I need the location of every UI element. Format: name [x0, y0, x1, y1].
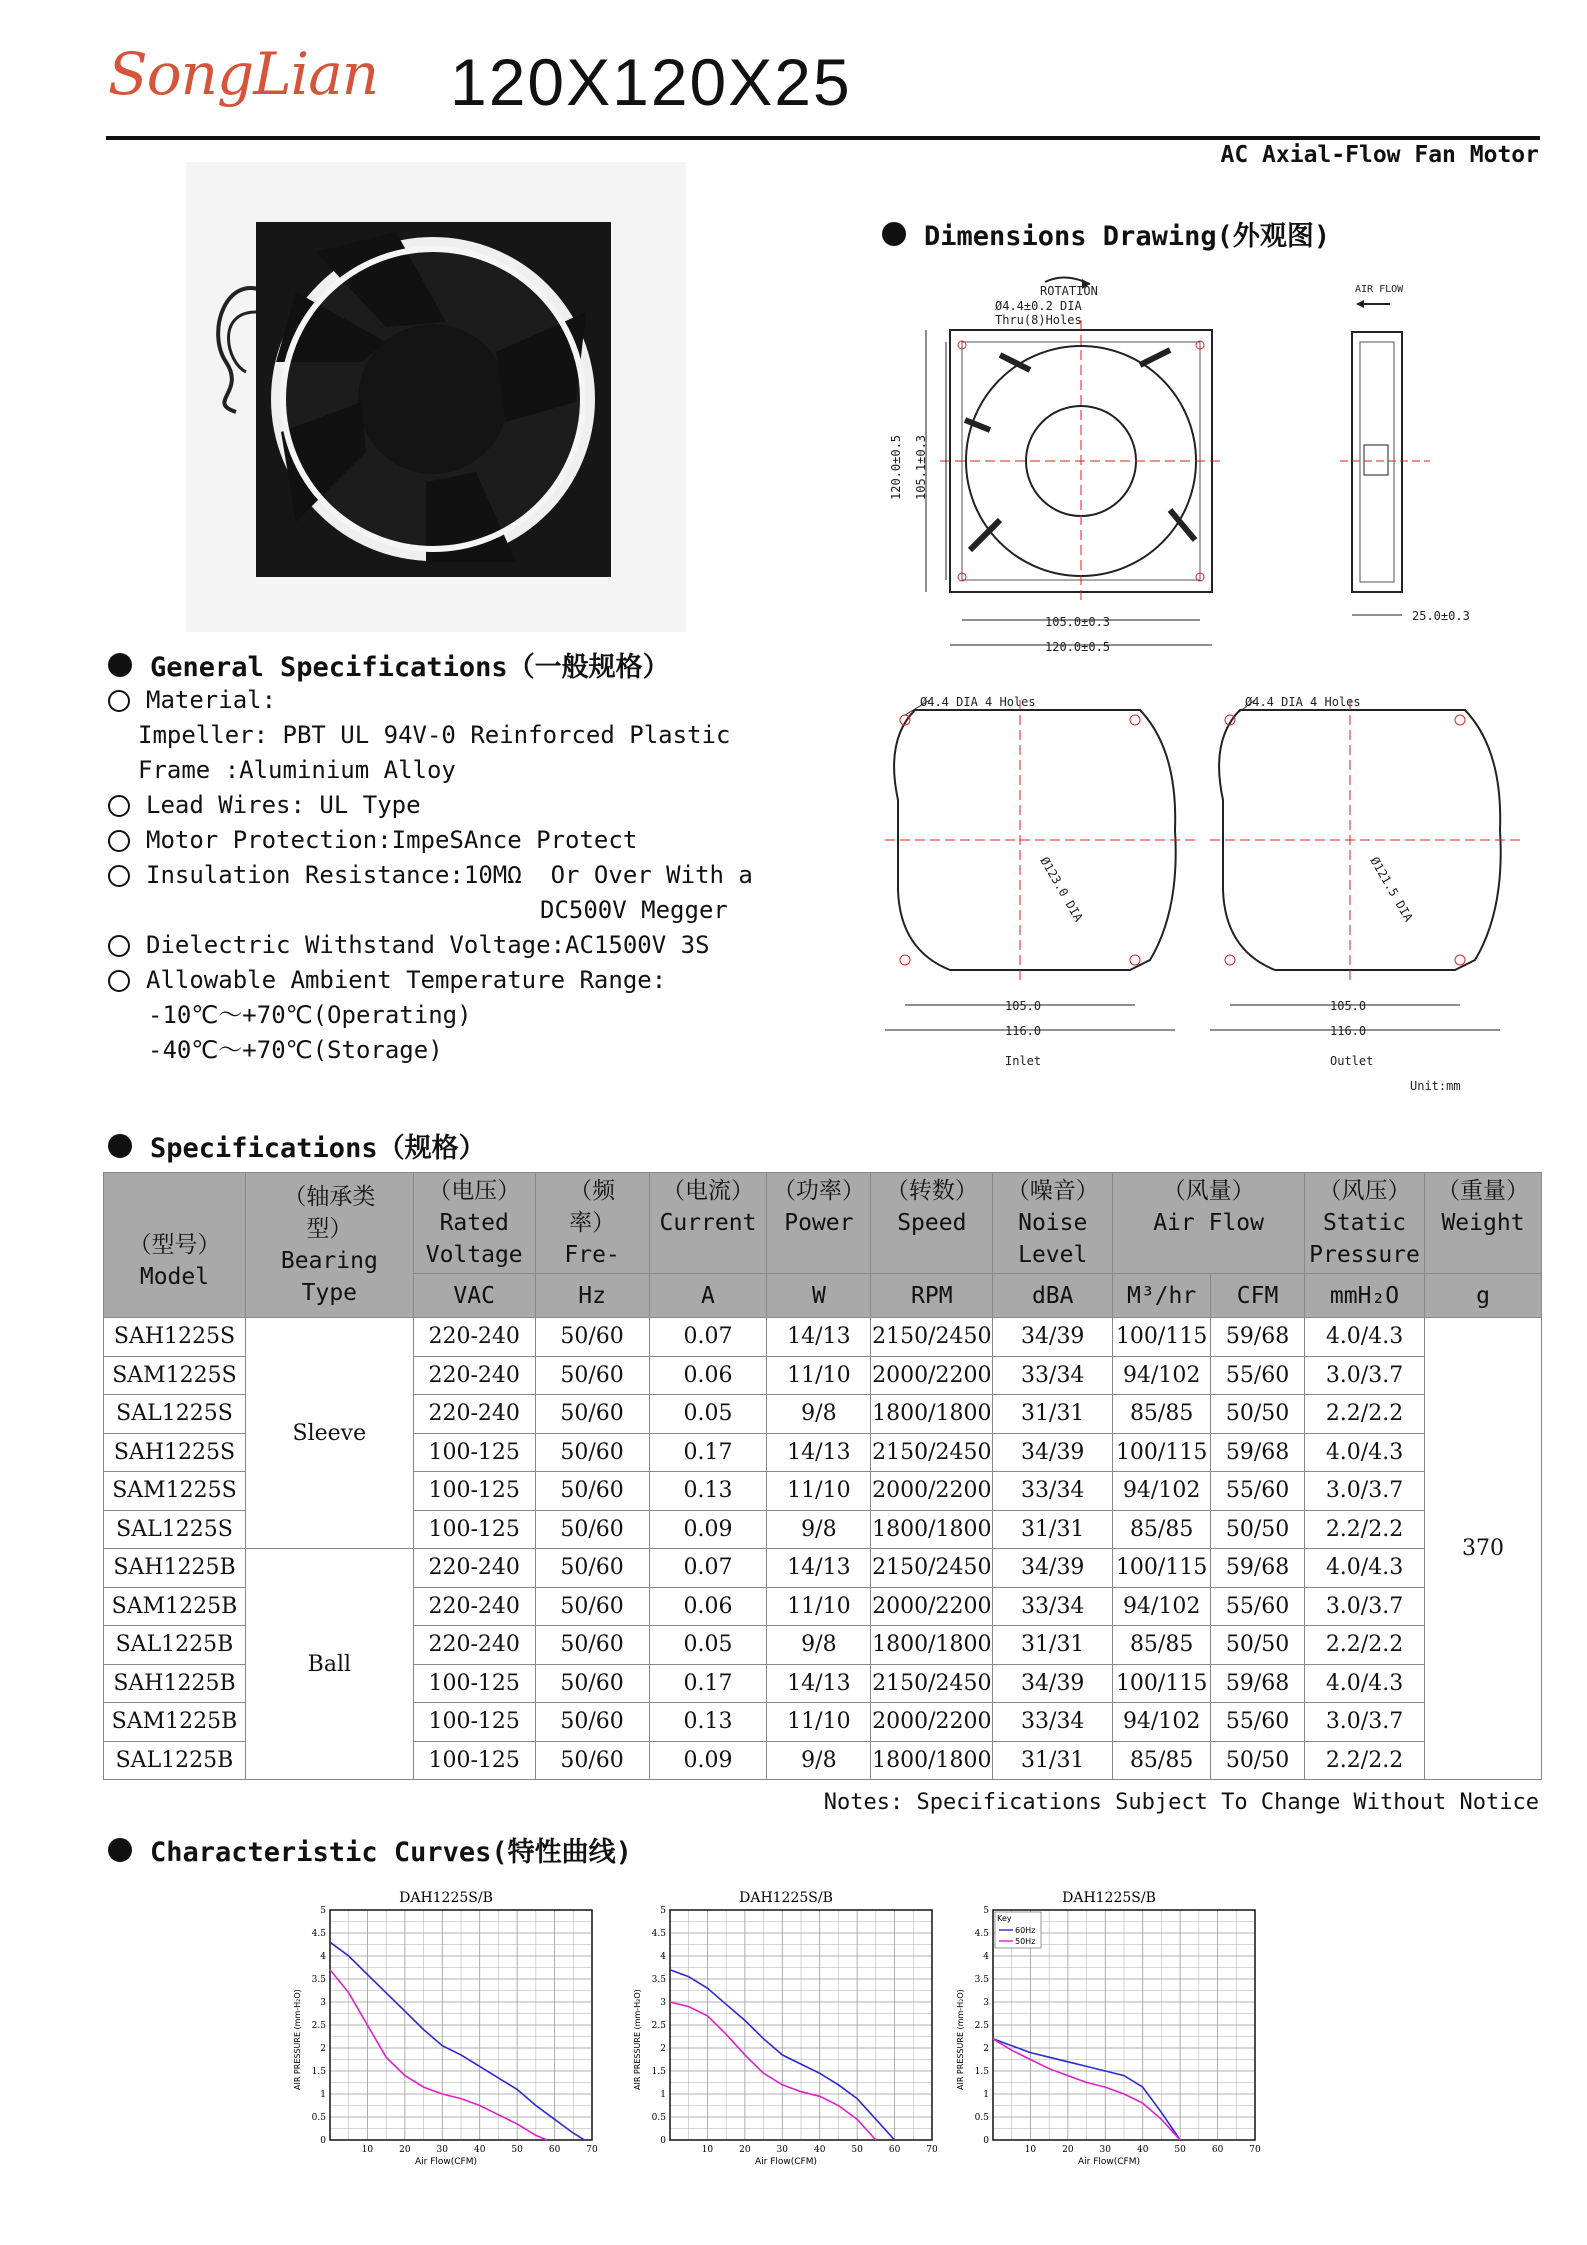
characteristic-curves — [290, 1880, 1310, 2180]
x-tick-label: 20 — [739, 2145, 751, 2155]
x-tick-label: 50 — [851, 2145, 863, 2155]
cell-current: 0.13 — [649, 1703, 767, 1742]
cell-voltage: 100-125 — [413, 1433, 535, 1472]
dimensions-heading: Dimensions Drawing(外观图) — [882, 214, 1330, 253]
product-subtitle: AC Axial-Flow Fan Motor — [1220, 142, 1539, 168]
bullet-icon — [108, 653, 132, 677]
series-line-60hz — [330, 1942, 585, 2140]
cell-power: 9/8 — [767, 1741, 871, 1780]
cell-noise: 33/34 — [993, 1356, 1113, 1395]
dimensions-drawing — [870, 270, 1540, 1110]
cell-power: 14/13 — [767, 1664, 871, 1703]
y-tick-label: 0.5 — [974, 2113, 989, 2123]
y-tick-label: 2.5 — [651, 2021, 666, 2031]
cell-airflow-cfm: 55/60 — [1211, 1356, 1305, 1395]
y-tick-label: 4 — [983, 1952, 989, 1962]
cell-airflow-cfm: 55/60 — [1211, 1587, 1305, 1626]
air-flow-label: AIR FLOW — [1355, 284, 1404, 295]
cell-frequency: 50/60 — [535, 1587, 649, 1626]
spec-frame: Frame :Aluminium Alloy — [138, 756, 456, 784]
header-bearing: （轴承类 型） Bearing Type — [245, 1173, 413, 1318]
cell-noise: 31/31 — [993, 1395, 1113, 1434]
cell-bearing: Sleeve — [245, 1318, 413, 1549]
cell-current: 0.05 — [649, 1626, 767, 1665]
cell-current: 0.06 — [649, 1356, 767, 1395]
cell-frequency: 50/60 — [535, 1664, 649, 1703]
header-weight: （重量） Weight — [1425, 1173, 1542, 1274]
cell-airflow-m3: 94/102 — [1113, 1587, 1211, 1626]
cell-frequency: 50/60 — [535, 1626, 649, 1665]
header-pressure: （风压） Static Pressure — [1305, 1173, 1425, 1274]
y-tick-label: 1.5 — [311, 2067, 326, 2077]
spec-material: Material: — [108, 683, 753, 718]
cell-bearing: Ball — [245, 1549, 413, 1780]
cell-speed: 1800/1800 — [871, 1626, 993, 1665]
spec-impeller: Impeller: PBT UL 94V-0 Reinforced Plastic — [138, 721, 731, 749]
x-tick-label: 50 — [511, 2145, 523, 2155]
circle-bullet-icon — [108, 830, 130, 852]
dim-120-h: 120.0±0.5 — [1045, 640, 1111, 654]
unit-label: Unit:mm — [1410, 1079, 1461, 1093]
cell-speed: 2000/2200 — [871, 1356, 993, 1395]
cell-airflow-cfm: 59/68 — [1211, 1664, 1305, 1703]
spec-operating: -10℃～+70℃(Operating) — [148, 1001, 472, 1029]
y-tick-label: 1.5 — [974, 2067, 989, 2077]
outlet-diameter: Ø121.5 DIA — [1367, 854, 1416, 925]
x-tick-label: 20 — [399, 2145, 411, 2155]
cell-model: SAM1225B — [104, 1587, 246, 1626]
cell-model: SAL1225B — [104, 1741, 246, 1780]
y-axis-label: AIR PRESSURE (mm-H₂O) — [956, 1989, 965, 2090]
cell-weight: 370 — [1425, 1318, 1542, 1780]
cell-airflow-cfm: 55/60 — [1211, 1472, 1305, 1511]
x-tick-label: 20 — [1062, 2145, 1074, 2155]
cell-frequency: 50/60 — [535, 1318, 649, 1357]
y-tick-label: 3 — [320, 1998, 326, 2008]
hole-note-1: Ø4.4±0.2 DIA — [995, 299, 1082, 313]
cell-pressure: 4.0/4.3 — [1305, 1549, 1425, 1588]
unit-w: W — [767, 1274, 871, 1318]
outlet-view — [1210, 695, 1520, 1093]
bullet-icon — [882, 222, 906, 246]
cell-noise: 33/34 — [993, 1703, 1113, 1742]
x-axis-label: Air Flow(CFM) — [755, 2157, 818, 2167]
chart-title: DAH1225S/B — [399, 1890, 493, 1906]
cell-current: 0.06 — [649, 1587, 767, 1626]
circle-bullet-icon — [108, 970, 130, 992]
x-tick-label: 70 — [926, 2145, 938, 2155]
cell-speed: 2000/2200 — [871, 1703, 993, 1742]
header-voltage: （电压） Rated Voltage — [413, 1173, 535, 1274]
cell-current: 0.07 — [649, 1549, 767, 1588]
cell-frequency: 50/60 — [535, 1395, 649, 1434]
unit-a: A — [649, 1274, 767, 1318]
y-tick-label: 3.5 — [974, 1975, 989, 1985]
y-tick-label: 4 — [660, 1952, 666, 1962]
header-airflow: （风量） Air Flow — [1113, 1173, 1305, 1274]
notes: Notes: Specifications Subject To Change Without Notice — [823, 1790, 1539, 1815]
cell-frequency: 50/60 — [535, 1472, 649, 1511]
x-tick-label: 40 — [813, 2145, 826, 2155]
cell-speed: 2000/2200 — [871, 1587, 993, 1626]
y-tick-label: 4.5 — [311, 1929, 326, 1939]
curves-heading: Characteristic Curves(特性曲线) — [108, 1830, 632, 1869]
x-tick-label: 10 — [361, 2145, 374, 2155]
cell-power: 11/10 — [767, 1356, 871, 1395]
cell-noise: 34/39 — [993, 1549, 1113, 1588]
dim-25: 25.0±0.3 — [1412, 609, 1470, 623]
x-tick-label: 10 — [1024, 2145, 1037, 2155]
y-tick-label: 0 — [983, 2136, 989, 2146]
cell-noise: 34/39 — [993, 1664, 1113, 1703]
y-tick-label: 2.5 — [311, 2021, 326, 2031]
cell-speed: 2000/2200 — [871, 1472, 993, 1511]
y-tick-label: 2 — [660, 2044, 666, 2054]
chart-title: DAH1225S/B — [739, 1890, 833, 1906]
outlet-116: 116.0 — [1330, 1024, 1367, 1038]
cell-pressure: 3.0/3.7 — [1305, 1587, 1425, 1626]
outlet-105: 105.0 — [1330, 999, 1367, 1013]
x-tick-label: 70 — [1249, 2145, 1261, 2155]
cell-airflow-cfm: 59/68 — [1211, 1318, 1305, 1357]
x-tick-label: 30 — [776, 2145, 789, 2155]
cell-speed: 2150/2450 — [871, 1664, 993, 1703]
x-tick-label: 40 — [473, 2145, 486, 2155]
bullet-icon — [108, 1134, 132, 1158]
y-tick-label: 3.5 — [651, 1975, 666, 1985]
cell-pressure: 2.2/2.2 — [1305, 1510, 1425, 1549]
spec-lead-wires: Lead Wires: UL Type — [108, 788, 753, 823]
y-tick-label: 0.5 — [311, 2113, 326, 2123]
cell-airflow-m3: 100/115 — [1113, 1433, 1211, 1472]
cell-airflow-m3: 85/85 — [1113, 1395, 1211, 1434]
cell-voltage: 220-240 — [413, 1395, 535, 1434]
cell-frequency: 50/60 — [535, 1433, 649, 1472]
cell-model: SAL1225S — [104, 1395, 246, 1434]
x-axis-label: Air Flow(CFM) — [1078, 2157, 1141, 2167]
cell-model: SAM1225S — [104, 1472, 246, 1511]
x-tick-label: 50 — [1174, 2145, 1186, 2155]
cell-pressure: 2.2/2.2 — [1305, 1395, 1425, 1434]
cell-power: 9/8 — [767, 1626, 871, 1665]
cell-airflow-cfm: 50/50 — [1211, 1510, 1305, 1549]
spec-dielectric: Dielectric Withstand Voltage:AC1500V 3S — [108, 928, 753, 963]
cell-airflow-m3: 94/102 — [1113, 1703, 1211, 1742]
cell-airflow-m3: 100/115 — [1113, 1318, 1211, 1357]
cell-pressure: 4.0/4.3 — [1305, 1318, 1425, 1357]
cell-airflow-m3: 85/85 — [1113, 1626, 1211, 1665]
y-tick-label: 4.5 — [974, 1929, 989, 1939]
cell-current: 0.09 — [649, 1510, 767, 1549]
general-heading: General Specifications（一般规格） — [108, 645, 670, 684]
y-tick-label: 1 — [983, 2090, 989, 2100]
circle-bullet-icon — [108, 690, 130, 712]
cell-frequency: 50/60 — [535, 1356, 649, 1395]
cell-power: 9/8 — [767, 1395, 871, 1434]
x-tick-label: 70 — [586, 2145, 598, 2155]
y-tick-label: 1.5 — [651, 2067, 666, 2077]
header-current: （电流） Current — [649, 1173, 767, 1274]
spec-ambient: Allowable Ambient Temperature Range: — [108, 963, 753, 998]
cell-noise: 33/34 — [993, 1472, 1113, 1511]
side-view — [1340, 284, 1470, 623]
y-tick-label: 4.5 — [651, 1929, 666, 1939]
cell-current: 0.13 — [649, 1472, 767, 1511]
cell-noise: 33/34 — [993, 1587, 1113, 1626]
curve-chart-3 — [956, 1890, 1261, 2167]
y-tick-label: 3 — [983, 1998, 989, 2008]
inlet-label: Inlet — [1005, 1054, 1042, 1068]
x-tick-label: 60 — [1211, 2145, 1224, 2155]
spec-insulation: Insulation Resistance:10MΩ Or Over With a — [108, 858, 753, 893]
inlet-105: 105.0 — [1005, 999, 1042, 1013]
cell-model: SAL1225S — [104, 1510, 246, 1549]
y-axis-label: AIR PRESSURE (mm-H₂O) — [633, 1989, 642, 2090]
cell-frequency: 50/60 — [535, 1703, 649, 1742]
cell-voltage: 100-125 — [413, 1472, 535, 1511]
y-tick-label: 5 — [983, 1906, 989, 1916]
rotation-label: ROTATION — [1040, 284, 1098, 298]
x-axis-label: Air Flow(CFM) — [415, 2157, 478, 2167]
cell-noise: 34/39 — [993, 1318, 1113, 1357]
cell-pressure: 3.0/3.7 — [1305, 1703, 1425, 1742]
cell-airflow-m3: 100/115 — [1113, 1664, 1211, 1703]
cell-speed: 1800/1800 — [871, 1741, 993, 1780]
y-tick-label: 0 — [660, 2136, 666, 2146]
cell-speed: 1800/1800 — [871, 1510, 993, 1549]
circle-bullet-icon — [108, 865, 130, 887]
x-tick-label: 30 — [1099, 2145, 1112, 2155]
legend-60hz: 60Hz — [1015, 1926, 1036, 1935]
general-spec-list — [108, 683, 753, 1068]
cell-power: 14/13 — [767, 1549, 871, 1588]
header-power: （功率） Power — [767, 1173, 871, 1274]
y-axis-label: AIR PRESSURE (mm-H₂O) — [293, 1989, 302, 2090]
cell-voltage: 100-125 — [413, 1741, 535, 1780]
chart-title: DAH1225S/B — [1062, 1890, 1156, 1906]
y-tick-label: 0 — [320, 2136, 326, 2146]
cell-model: SAM1225B — [104, 1703, 246, 1742]
cell-noise: 31/31 — [993, 1741, 1113, 1780]
circle-bullet-icon — [108, 935, 130, 957]
dim-105-h: 105.0±0.3 — [1045, 615, 1111, 629]
cell-airflow-cfm: 59/68 — [1211, 1433, 1305, 1472]
cell-pressure: 4.0/4.3 — [1305, 1433, 1425, 1472]
cell-pressure: 4.0/4.3 — [1305, 1664, 1425, 1703]
model-title: 120X120X25 — [450, 45, 852, 119]
cell-pressure: 3.0/3.7 — [1305, 1356, 1425, 1395]
header-noise: （噪音） Noise Level — [993, 1173, 1113, 1274]
cell-airflow-cfm: 50/50 — [1211, 1626, 1305, 1665]
cell-voltage: 100-125 — [413, 1664, 535, 1703]
cell-model: SAH1225B — [104, 1549, 246, 1588]
spec-motor-protection: Motor Protection:ImpeSAnce Protect — [108, 823, 753, 858]
x-tick-label: 10 — [701, 2145, 714, 2155]
cell-frequency: 50/60 — [535, 1741, 649, 1780]
cell-power: 14/13 — [767, 1433, 871, 1472]
legend-title: Key — [997, 1914, 1012, 1923]
cell-airflow-m3: 100/115 — [1113, 1549, 1211, 1588]
brand-logo: SongLian — [108, 40, 379, 108]
cell-noise: 31/31 — [993, 1510, 1113, 1549]
cell-frequency: 50/60 — [535, 1549, 649, 1588]
y-tick-label: 3.5 — [311, 1975, 326, 1985]
unit-hz: Hz — [535, 1274, 649, 1318]
cell-airflow-m3: 94/102 — [1113, 1356, 1211, 1395]
cell-speed: 2150/2450 — [871, 1433, 993, 1472]
cell-airflow-cfm: 55/60 — [1211, 1703, 1305, 1742]
outlet-label: Outlet — [1330, 1054, 1374, 1068]
unit-cfm: CFM — [1211, 1274, 1305, 1318]
cell-pressure: 2.2/2.2 — [1305, 1741, 1425, 1780]
series-line-50hz — [330, 1970, 547, 2140]
cell-voltage: 100-125 — [413, 1510, 535, 1549]
cell-power: 11/10 — [767, 1472, 871, 1511]
circle-bullet-icon — [108, 795, 130, 817]
y-tick-label: 5 — [660, 1906, 666, 1916]
y-tick-label: 5 — [320, 1906, 326, 1916]
hole-note-2: Thru(8)Holes — [995, 313, 1082, 327]
cell-current: 0.17 — [649, 1664, 767, 1703]
unit-vac: VAC — [413, 1274, 535, 1318]
cell-speed: 2150/2450 — [871, 1549, 993, 1588]
x-tick-label: 60 — [548, 2145, 561, 2155]
cell-current: 0.07 — [649, 1318, 767, 1357]
curve-chart-1 — [293, 1890, 598, 2167]
x-tick-label: 40 — [1136, 2145, 1149, 2155]
cell-power: 9/8 — [767, 1510, 871, 1549]
y-tick-label: 0.5 — [651, 2113, 666, 2123]
unit-m3hr: M³/hr — [1113, 1274, 1211, 1318]
inlet-holes-note: Ø4.4 DIA 4 Holes — [920, 695, 1036, 709]
y-tick-label: 1 — [320, 2090, 326, 2100]
cell-model: SAL1225B — [104, 1626, 246, 1665]
legend-50hz: 50Hz — [1015, 1937, 1036, 1946]
inlet-diameter: Ø123.0 DIA — [1037, 854, 1086, 925]
cell-current: 0.17 — [649, 1433, 767, 1472]
cell-voltage: 220-240 — [413, 1587, 535, 1626]
cell-voltage: 220-240 — [413, 1318, 535, 1357]
cell-pressure: 3.0/3.7 — [1305, 1472, 1425, 1511]
cell-power: 11/10 — [767, 1587, 871, 1626]
cell-airflow-cfm: 50/50 — [1211, 1741, 1305, 1780]
cell-model: SAH1225S — [104, 1318, 246, 1357]
fan-photo — [186, 162, 686, 632]
cell-airflow-m3: 94/102 — [1113, 1472, 1211, 1511]
front-view — [889, 277, 1222, 654]
x-tick-label: 60 — [888, 2145, 901, 2155]
cell-power: 14/13 — [767, 1318, 871, 1357]
table-row — [104, 1549, 1542, 1588]
cell-model: SAM1225S — [104, 1356, 246, 1395]
cell-noise: 34/39 — [993, 1433, 1113, 1472]
cell-pressure: 2.2/2.2 — [1305, 1626, 1425, 1665]
header-rule — [106, 136, 1540, 140]
cell-speed: 2150/2450 — [871, 1318, 993, 1357]
cell-airflow-m3: 85/85 — [1113, 1741, 1211, 1780]
table-row — [104, 1318, 1542, 1357]
table-header-row — [104, 1173, 1542, 1274]
cell-speed: 1800/1800 — [871, 1395, 993, 1434]
outlet-holes-note: Ø4.4 DIA 4 Holes — [1245, 695, 1361, 709]
header-model: （型号） Model — [104, 1173, 246, 1318]
cell-voltage: 220-240 — [413, 1356, 535, 1395]
cell-voltage: 100-125 — [413, 1703, 535, 1742]
dim-120-v: 120.0±0.5 — [889, 434, 903, 500]
curve-chart-2 — [633, 1890, 938, 2167]
y-tick-label: 3 — [660, 1998, 666, 2008]
cell-current: 0.09 — [649, 1741, 767, 1780]
unit-g: g — [1425, 1274, 1542, 1318]
cell-voltage: 220-240 — [413, 1549, 535, 1588]
inlet-116: 116.0 — [1005, 1024, 1042, 1038]
cell-power: 11/10 — [767, 1703, 871, 1742]
y-tick-label: 2 — [983, 2044, 989, 2054]
inlet-view — [885, 695, 1195, 1068]
dim-105-v: 105.1±0.3 — [914, 434, 928, 500]
spec-insulation-2: DC500V Megger — [540, 896, 728, 924]
specs-heading: Specifications（规格） — [108, 1126, 486, 1165]
x-tick-label: 30 — [436, 2145, 449, 2155]
cell-model: SAH1225S — [104, 1433, 246, 1472]
unit-rpm: RPM — [871, 1274, 993, 1318]
y-tick-label: 1 — [660, 2090, 666, 2100]
cell-airflow-m3: 85/85 — [1113, 1510, 1211, 1549]
cell-airflow-cfm: 50/50 — [1211, 1395, 1305, 1434]
y-tick-label: 2 — [320, 2044, 326, 2054]
cell-airflow-cfm: 59/68 — [1211, 1549, 1305, 1588]
header-speed: （转数） Speed — [871, 1173, 993, 1274]
unit-dba: dBA — [993, 1274, 1113, 1318]
unit-mmh2o: mmH₂O — [1305, 1274, 1425, 1318]
spec-table — [103, 1172, 1542, 1780]
bullet-icon — [108, 1838, 132, 1862]
cell-frequency: 50/60 — [535, 1510, 649, 1549]
cell-voltage: 220-240 — [413, 1626, 535, 1665]
cell-model: SAH1225B — [104, 1664, 246, 1703]
cell-noise: 31/31 — [993, 1626, 1113, 1665]
cell-current: 0.05 — [649, 1395, 767, 1434]
y-tick-label: 2.5 — [974, 2021, 989, 2031]
y-tick-label: 4 — [320, 1952, 326, 1962]
header-frequency: （频 率） Fre- — [535, 1173, 649, 1274]
spec-storage: -40℃～+70℃(Storage) — [148, 1036, 443, 1064]
